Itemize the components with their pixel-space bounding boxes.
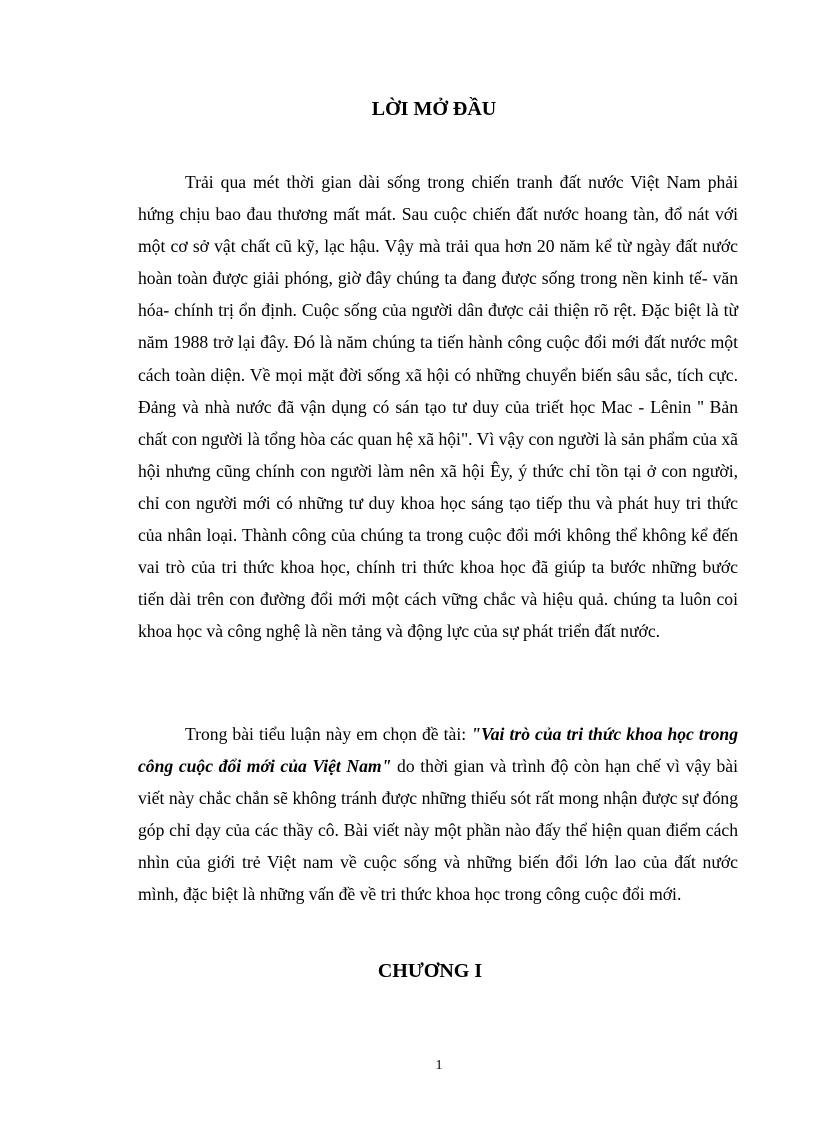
essay-topic: "Vai trò của tri thức khoa học trong công cuộc đổi mới của Việt Nam" (138, 724, 738, 777)
intro-paragraph-2-block (138, 718, 738, 911)
paragraph-2-intro: Trong bài tiểu luận này em chọn đề tài: (185, 724, 472, 744)
intro-paragraph-2 (138, 718, 738, 911)
intro-paragraph-1: Trải qua mét thời gian dài sống trong chiến tranh đất nước Việt Nam phải hứng chịu bao đau thương mất mát. Sau cuộc chiến đất nước hoang tàn, đổ nát với một cơ sở vật chất cũ kỹ, lạc hậu. Vậy mà trải qua hơn 20 năm kể từ ngày đất nước hoàn toàn được giải phóng, giờ đây chúng ta đang được sống trong nền kinh tế- văn hóa- chính trị ổn định. Cuộc sống của người dân được cải thiện rõ rệt. Đặc biệt là từ năm 1988 trở lại đây. Đó là năm chúng ta tiến hành công cuộc đổi mới đất nước một cách toàn diện. Về mọi mặt đời sống xã hội có những chuyển biến sâu sắc, tích cực. Đảng và nhà nước đã vận dụng có sán tạo tư duy của triết học Mac - Lênin '' Bản chất con người là tổng hòa các quan hệ xã hội". Vì vậy con người là sản phẩm của xã hội nhưng cũng chính con người làm nên xã hội Êy, ý thức chỉ tồn tại ở con người, chỉ con người mới có những tư duy khoa học sáng tạo tiếp thu và phát huy tri thức của nhân loại. Thành công của chúng ta trong cuộc đổi mới không thể không kể đến vai trò của tri thức khoa học, chính tri thức khoa học đã giúp ta bước những bước tiến dài trên con đường đổi mới một cách vững chắc và hiệu quả. chúng ta luôn coi khoa học và công nghệ là nền tảng và động lực của sự phát triển đất nước. (138, 172, 738, 642)
page-title: LỜI MỞ ĐẦU (371, 98, 497, 120)
intro-paragraph-1-block (138, 166, 738, 647)
page-number: 1 (435, 1058, 443, 1073)
chapter-heading: CHƯƠNG I (377, 960, 483, 982)
paragraph-2-rest: do thời gian và trình độ còn hạn chế vì vậy bài viết này chắc chắn sẽ không tránh được những thiếu sót rất mong nhận được sự đóng góp chỉ dạy của các thầy cô. Bài viết này một phần nào đấy thể hiện quan điểm cách nhìn của giới trẻ Việt nam về cuộc sống và những biến đổi lớn lao của đất nước mình, đặc biệt là những vấn đề về tri thức khoa học trong công cuộc đổi mới. (138, 756, 738, 905)
